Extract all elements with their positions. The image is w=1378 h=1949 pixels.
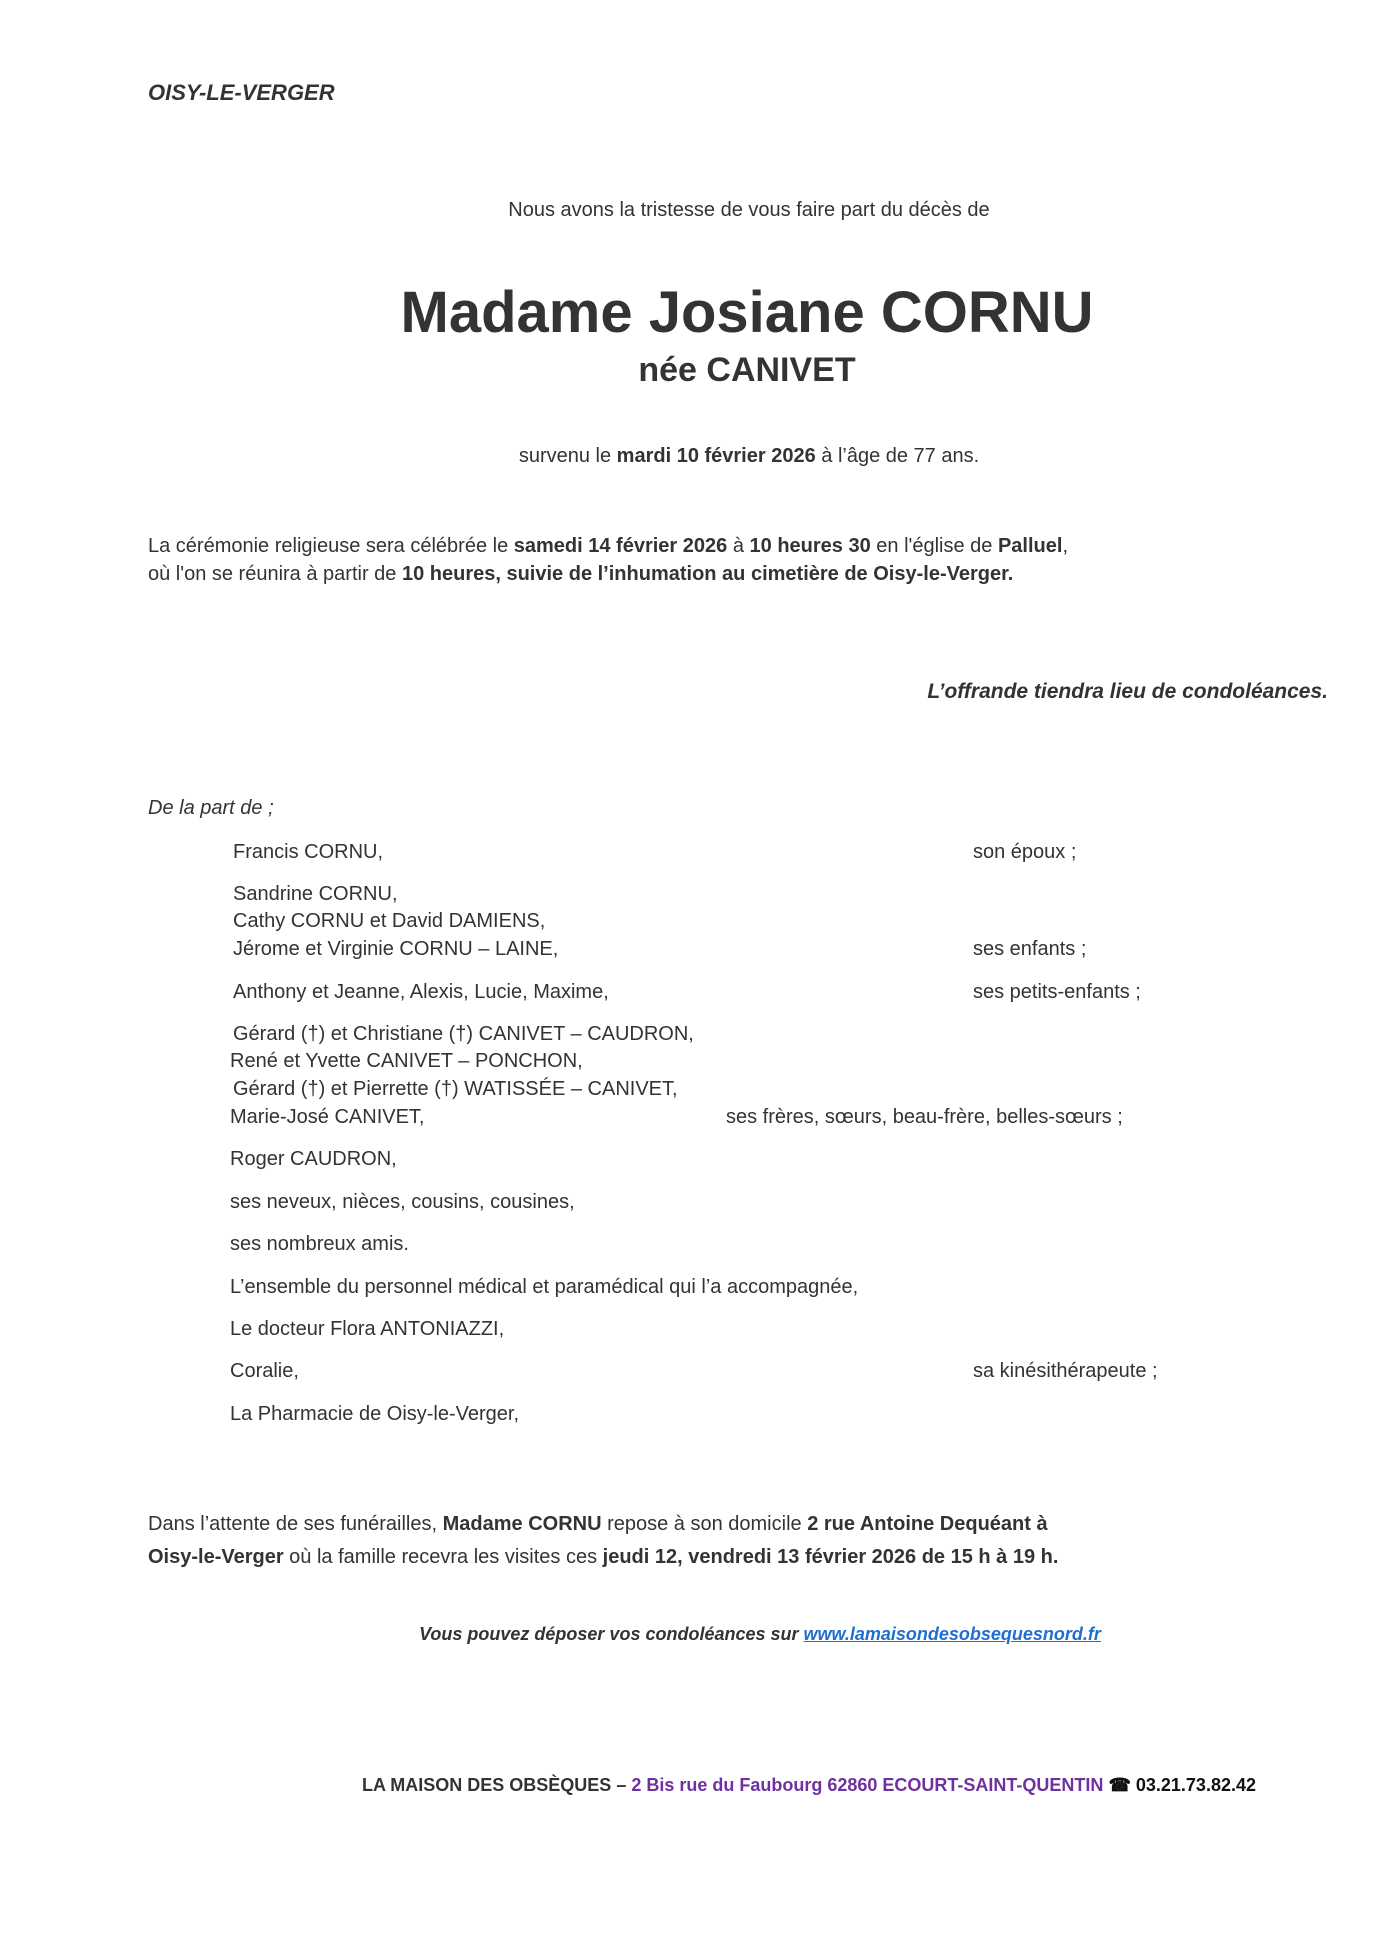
family-entry-name: Anthony et Jeanne, Alexis, Lucie, Maxime, — [233, 981, 609, 1003]
text: La cérémonie religieuse sera célébrée le — [148, 535, 514, 557]
deceased-name: Madame Josiane CORNU — [400, 280, 1094, 345]
family-entry-name: ses neveux, nièces, cousins, cousines, — [230, 1191, 575, 1213]
separator: – — [611, 1775, 632, 1795]
intro-text: Nous avons la tristesse de vous faire part du décès de — [508, 199, 990, 221]
rest-line-1 — [148, 1512, 1048, 1536]
ceremony-place: Palluel — [997, 535, 1063, 557]
text: Dans l’attente de ses funérailles, — [148, 1513, 443, 1535]
death-suffix: à l’âge de 77 ans. — [815, 445, 980, 467]
family-entry-name: Sandrine CORNU, — [233, 883, 398, 905]
text: , — [1062, 535, 1069, 557]
family-entry-name: Coralie, — [230, 1360, 299, 1382]
footer — [362, 1775, 1256, 1796]
family-entry-name: Cathy CORNU et David DAMIENS, — [233, 910, 546, 932]
text: où l'on se réunira à partir de — [148, 563, 402, 585]
offering-note: L’offrande tiendra lieu de condoléances. — [927, 680, 1328, 703]
family-entry-relation: sa kinésithérapeute ; — [973, 1360, 1158, 1382]
company-address: 2 Bis rue du Faubourg 62860 ECOURT-SAINT-QUENTIN — [631, 1775, 1104, 1795]
family-entry-name: L’ensemble du personnel médical et paramédical qui l’a accompagnée, — [230, 1276, 859, 1298]
text: où la famille recevra les visites ces — [283, 1546, 603, 1568]
text: à — [727, 535, 750, 557]
family-entry-name: Roger CAUDRON, — [230, 1148, 397, 1170]
ceremony-date: samedi 14 février 2026 — [513, 535, 728, 557]
family-entry-name: ses nombreux amis. — [230, 1233, 409, 1255]
maiden-name: née CANIVET — [638, 351, 856, 389]
family-entry-name: Jérome et Virginie CORNU – LAINE, — [233, 938, 559, 960]
death-date-line — [0, 444, 1378, 468]
ceremony-time: 10 heures 30 — [749, 535, 871, 557]
family-entry-name: Marie-José CANIVET, — [230, 1106, 425, 1128]
text: repose à son domicile — [601, 1513, 808, 1535]
family-entry-name: Gérard (†) et Christiane (†) CANIVET – CAUDRON, — [233, 1023, 694, 1045]
family-entry-relation: ses petits-enfants ; — [973, 981, 1141, 1003]
ceremony-line-2 — [148, 562, 1013, 586]
home-town: Oisy-le-Verger — [148, 1546, 284, 1568]
family-entry-name: La Pharmacie de Oisy-le-Verger, — [230, 1403, 520, 1425]
ceremony-line-1 — [148, 534, 1068, 558]
burial-info: 10 heures, suivie de l’inhumation au cimetière de Oisy-le-Verger. — [401, 563, 1014, 585]
family-entry-name: Francis CORNU, — [233, 841, 384, 863]
deceased-short-name: Madame CORNU — [442, 1513, 602, 1535]
family-entry-relation: ses frères, sœurs, beau-frère, belles-sœurs ; — [726, 1106, 1123, 1128]
family-entry-name: Le docteur Flora ANTONIAZZI, — [230, 1318, 505, 1340]
home-address: 2 rue Antoine Dequéant à — [807, 1513, 1048, 1535]
visit-hours: jeudi 12, vendredi 13 février 2026 de 15 h à 19 h. — [602, 1546, 1059, 1568]
condolences-link[interactable]: www.lamaisondesobsequesnord.fr — [803, 1624, 1101, 1644]
condolences-line — [0, 1624, 1378, 1645]
condolences-text: Vous pouvez déposer vos condoléances sur — [419, 1624, 804, 1644]
death-date: mardi 10 février 2026 — [616, 445, 816, 467]
family-entry-name: René et Yvette CANIVET – PONCHON, — [230, 1050, 583, 1072]
town-heading: OISY-LE-VERGER — [148, 80, 335, 105]
company-name: LA MAISON DES OBSÈQUES — [361, 1775, 612, 1795]
family-entry-relation: son époux ; — [973, 841, 1077, 863]
phone-number: 03.21.73.82.42 — [1135, 1775, 1256, 1795]
rest-line-2 — [148, 1545, 1058, 1569]
family-entry-relation: ses enfants ; — [973, 938, 1087, 960]
from-heading: De la part de ; — [148, 797, 274, 819]
death-prefix: survenu le — [518, 445, 617, 467]
family-entry-name: Gérard (†) et Pierrette (†) WATISSÉE – CANIVET, — [233, 1078, 678, 1100]
text: en l'église de — [870, 535, 998, 557]
phone-icon: ☎ — [1108, 1775, 1131, 1795]
